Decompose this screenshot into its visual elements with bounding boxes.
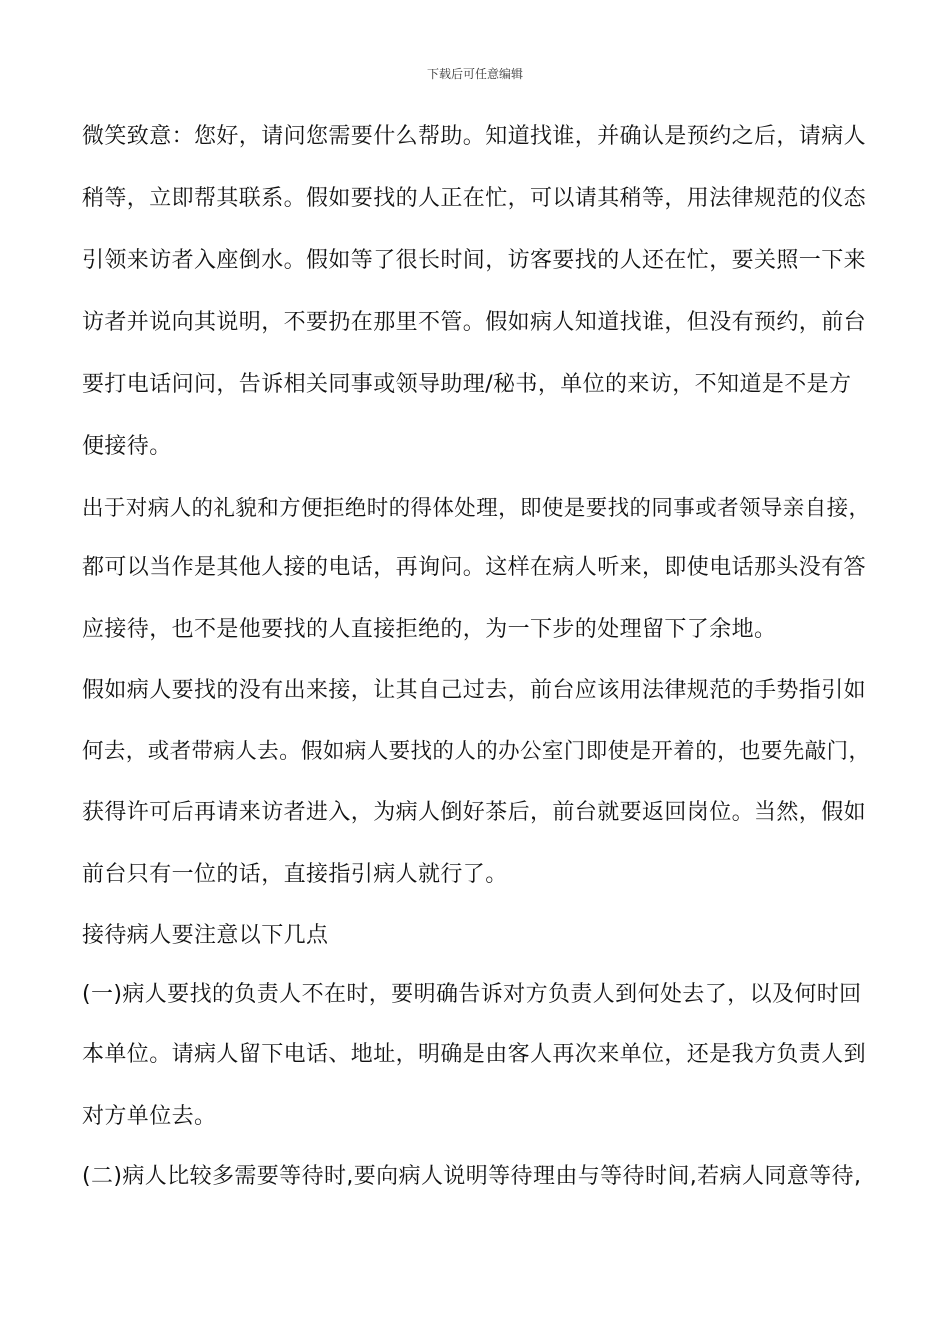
text-line: 前台只有一位的话，直接指引病人就行了。 — [82, 862, 508, 887]
page-header-note: 下载后可任意编辑 — [426, 67, 523, 81]
text-line: 假如病人要找的没有出来接，让其自己过去，前台应该用法律规范的手势指引如 — [82, 678, 867, 703]
text-line: 何去，或者带病人去。假如病人要找的人的办公室门即使是开着的，也要先敲门， — [82, 739, 871, 764]
text-line: 引领来访者入座倒水。假如等了很长时间，访客要找的人还在忙，要关照一下来 — [82, 248, 867, 273]
text-line: 获得许可后再请来访者进入，为病人倒好茶后，前台就要返回岗位。当然，假如 — [82, 800, 867, 825]
text-line: 微笑致意：您好，请问您需要什么帮助。知道找谁，并确认是预约之后，请病人 — [82, 124, 867, 149]
text-line: 接待病人要注意以下几点 — [82, 923, 329, 948]
text-line: (二)病人比较多需要等待时,要向病人说明等待理由与等待时间,若病人同意等待, — [82, 1164, 862, 1189]
text-line: 出于对病人的礼貌和方便拒绝时的得体处理，即使是要找的同事或者领导亲自接， — [82, 496, 871, 521]
text-line: (一)病人要找的负责人不在时，要明确告诉对方负责人到何处去了，以及何时回 — [82, 982, 862, 1007]
text-line: 要打电话问问，告诉相关同事或领导助理/秘书，单位的来访，不知道是不是方 — [82, 372, 852, 397]
text-line: 访者并说向其说明，不要扔在那里不管。假如病人知道找谁，但没有预约，前台 — [82, 310, 867, 335]
text-line: 本单位。请病人留下电话、地址，明确是由客人再次来单位，还是我方负责人到 — [82, 1042, 867, 1067]
text-line: 稍等，立即帮其联系。假如要找的人正在忙，可以请其稍等，用法律规范的仪态 — [82, 186, 867, 211]
text-line: 都可以当作是其他人接的电话，再询问。这样在病人听来，即使电话那头没有答 — [82, 555, 867, 580]
text-line: 对方单位去。 — [82, 1104, 217, 1129]
text-line: 应接待，也不是他要找的人直接拒绝的，为一下步的处理留下了余地。 — [82, 617, 777, 642]
text-line: 便接待。 — [82, 434, 172, 459]
